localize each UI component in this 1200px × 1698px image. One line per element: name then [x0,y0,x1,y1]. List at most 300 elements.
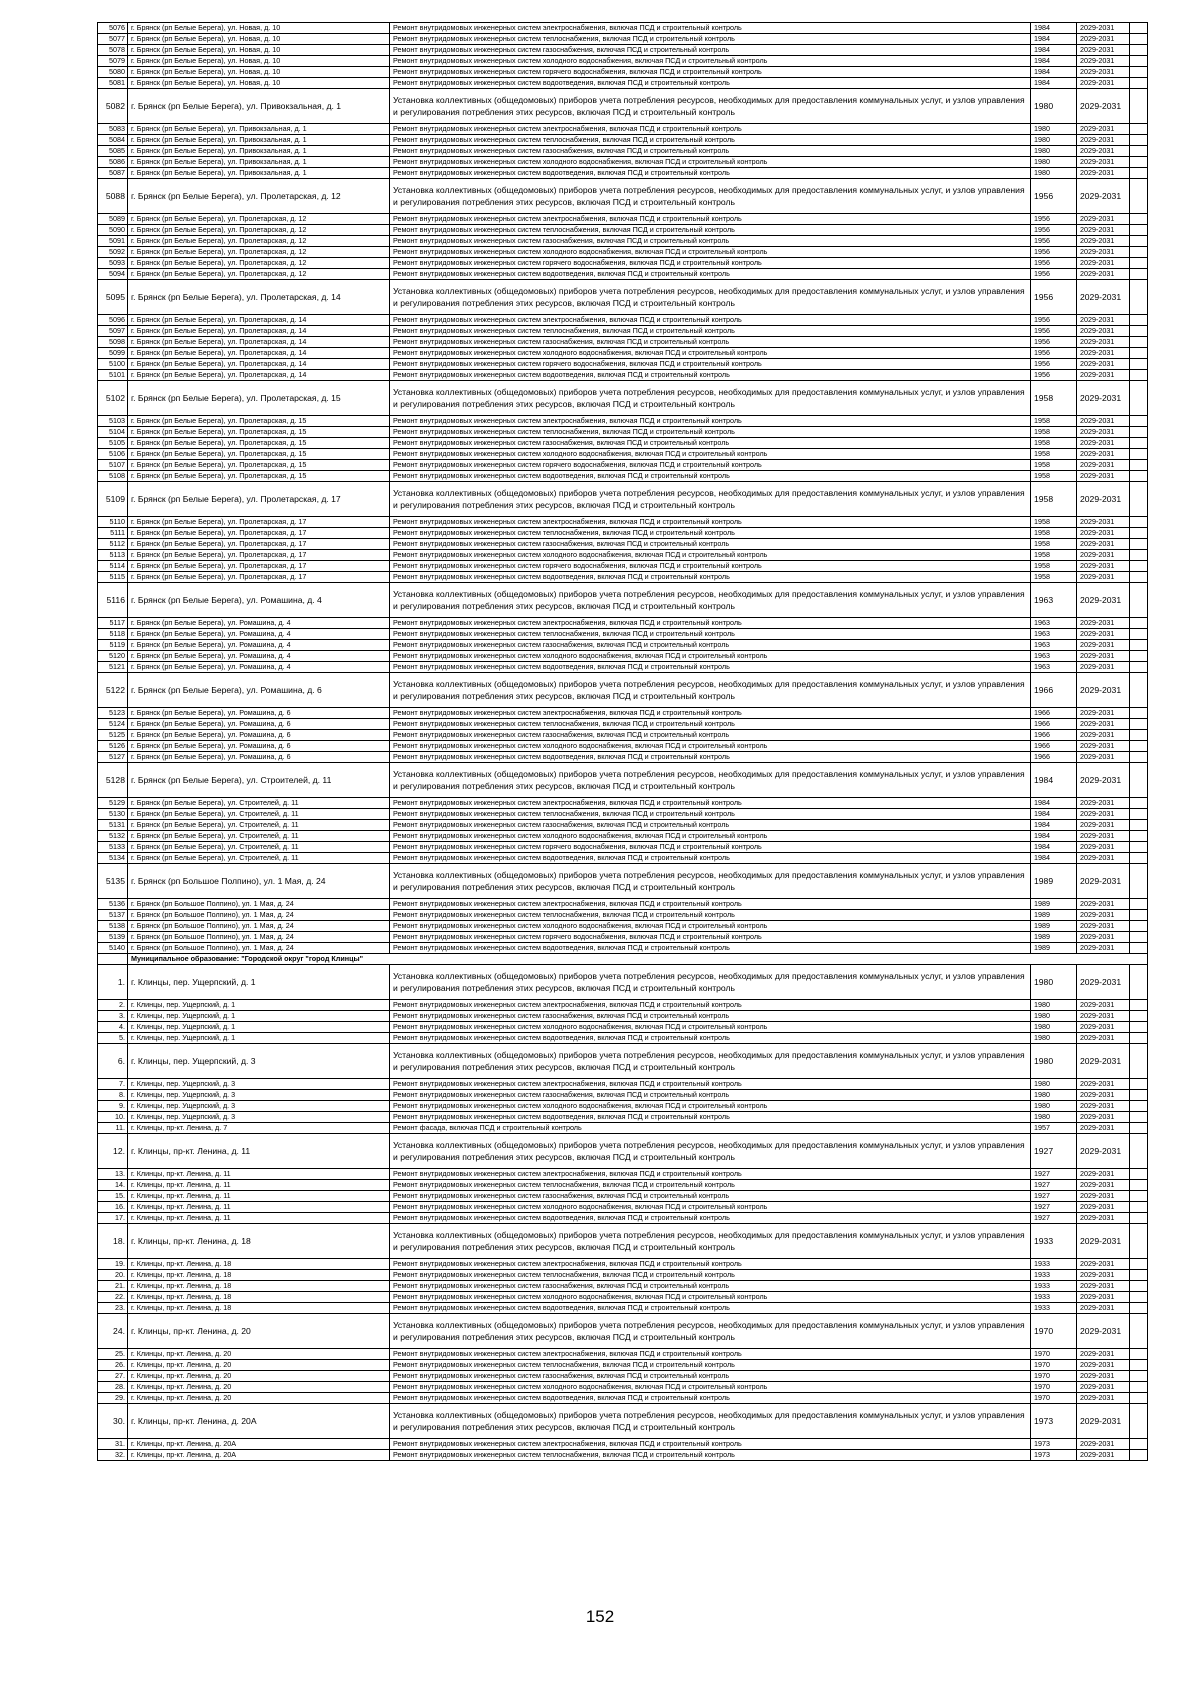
row-work-type: Ремонт фасада, включая ПСД и строительный контроль [390,1123,1031,1134]
row-year: 1966 [1031,719,1077,730]
row-period: 2029-2031 [1077,1303,1130,1314]
row-address: г. Брянск (рп Большое Полпино), ул. 1 Мая, д. 24 [128,910,390,921]
row-work-type: Ремонт внутридомовых инженерных систем электроснабжения, включая ПСД и строительный контроль [390,1439,1031,1450]
table-row [98,45,1148,56]
row-work-type: Ремонт внутридомовых инженерных систем горячего водоснабжения, включая ПСД и строительный контроль [390,67,1031,78]
row-work-type: Ремонт внутридомовых инженерных систем холодного водоснабжения, включая ПСД и строительный контроль [390,157,1031,168]
row-address: г. Брянск (рп Белые Берега), ул. Пролетарская, д. 17 [128,539,390,550]
row-number: 5116 [98,583,128,618]
row-work-type: Ремонт внутридомовых инженерных систем электроснабжения, включая ПСД и строительный контроль [390,1000,1031,1011]
row-number: 3. [98,1011,128,1022]
table-row [98,482,1148,517]
row-year: 1980 [1031,1090,1077,1101]
row-number: 5126 [98,741,128,752]
row-work-type: Ремонт внутридомовых инженерных систем газоснабжения, включая ПСД и строительный контроль [390,45,1031,56]
row-year: 1927 [1031,1180,1077,1191]
row-number: 5114 [98,561,128,572]
row-year: 1980 [1031,157,1077,168]
row-work-type: Ремонт внутридомовых инженерных систем газоснабжения, включая ПСД и строительный контроль [390,640,1031,651]
row-empty-cell [1130,550,1148,561]
row-address: г. Клинцы, пер. Ущерпский, д. 3 [128,1101,390,1112]
table-row [98,269,1148,280]
row-year: 1956 [1031,225,1077,236]
row-number: 5. [98,1033,128,1044]
row-work-type: Ремонт внутридомовых инженерных систем водоотведения, включая ПСД и строительный контроль [390,1393,1031,1404]
row-work-type: Установка коллективных (общедомовых) приборов учета потребления ресурсов, необходимых для предоставления коммунальных услуг, и узлов управления и регулирования потребления этих ресурсов, включая ПСД и строительный контроль [390,482,1031,517]
row-period: 2029-2031 [1077,719,1130,730]
row-number: 5106 [98,449,128,460]
row-work-type: Ремонт внутридомовых инженерных систем водоотведения, включая ПСД и строительный контроль [390,1033,1031,1044]
row-period: 2029-2031 [1077,528,1130,539]
row-period: 2029-2031 [1077,1180,1130,1191]
row-work-type: Установка коллективных (общедомовых) приборов учета потребления ресурсов, необходимых для предоставления коммунальных услуг, и узлов управления и регулирования потребления этих ресурсов, включая ПСД и строительный контроль [390,1044,1031,1079]
row-number: 5129 [98,798,128,809]
capital-repair-table [97,22,1148,1461]
table-row [98,662,1148,673]
row-address: г. Брянск (рп Большое Полпино), ул. 1 Мая, д. 24 [128,943,390,954]
table-row [98,1393,1148,1404]
row-address: г. Брянск (рп Белые Берега), ул. Пролетарская, д. 14 [128,280,390,315]
row-period: 2029-2031 [1077,269,1130,280]
table-row [98,146,1148,157]
row-empty-cell [1130,1033,1148,1044]
row-year: 1980 [1031,89,1077,124]
row-work-type: Ремонт внутридомовых инженерных систем теплоснабжения, включая ПСД и строительный контроль [390,135,1031,146]
row-period: 2029-2031 [1077,280,1130,315]
row-year: 1980 [1031,1079,1077,1090]
row-address: г. Клинцы, пр-кт. Ленина, д. 20 [128,1393,390,1404]
row-number: 5111 [98,528,128,539]
row-number: 21. [98,1281,128,1292]
row-empty-cell [1130,662,1148,673]
table-row [98,1292,1148,1303]
row-work-type: Ремонт внутридомовых инженерных систем холодного водоснабжения, включая ПСД и строительный контроль [390,921,1031,932]
row-work-type: Ремонт внутридомовых инженерных систем газоснабжения, включая ПСД и строительный контроль [390,730,1031,741]
row-address: г. Клинцы, пр-кт. Ленина, д. 20А [128,1404,390,1439]
row-period: 2029-2031 [1077,225,1130,236]
row-work-type: Установка коллективных (общедомовых) приборов учета потребления ресурсов, необходимых для предоставления коммунальных услуг, и узлов управления и регулирования потребления этих ресурсов, включая ПСД и строительный контроль [390,1404,1031,1439]
row-number: 5095 [98,280,128,315]
row-number: 5139 [98,932,128,943]
row-period: 2029-2031 [1077,381,1130,416]
row-period: 2029-2031 [1077,1259,1130,1270]
row-number: 14. [98,1180,128,1191]
row-address: г. Брянск (рп Белые Берега), ул. Пролетарская, д. 12 [128,269,390,280]
row-year: 1984 [1031,842,1077,853]
row-year: 1963 [1031,618,1077,629]
row-year: 1984 [1031,34,1077,45]
row-work-type: Ремонт внутридомовых инженерных систем теплоснабжения, включая ПСД и строительный контроль [390,1180,1031,1191]
row-year: 1956 [1031,337,1077,348]
row-number: 5093 [98,258,128,269]
row-work-type: Ремонт внутридомовых инженерных систем газоснабжения, включая ПСД и строительный контроль [390,539,1031,550]
row-empty-cell [1130,921,1148,932]
row-work-type: Ремонт внутридомовых инженерных систем холодного водоснабжения, включая ПСД и строительный контроль [390,449,1031,460]
row-empty-cell [1130,853,1148,864]
row-period: 2029-2031 [1077,1022,1130,1033]
row-empty-cell [1130,1213,1148,1224]
row-year: 1933 [1031,1303,1077,1314]
table-row [98,449,1148,460]
row-year: 1970 [1031,1314,1077,1349]
row-empty-cell [1130,673,1148,708]
row-empty-cell [1130,337,1148,348]
row-address: г. Брянск (рп Белые Берега), ул. Ромашина, д. 6 [128,719,390,730]
row-year: 1980 [1031,1011,1077,1022]
row-number: 15. [98,1191,128,1202]
table-row [98,438,1148,449]
row-number: 5127 [98,752,128,763]
row-number: 25. [98,1349,128,1360]
row-work-type: Ремонт внутридомовых инженерных систем электроснабжения, включая ПСД и строительный контроль [390,798,1031,809]
row-work-type: Ремонт внутридомовых инженерных систем холодного водоснабжения, включая ПСД и строительный контроль [390,831,1031,842]
row-work-type: Установка коллективных (общедомовых) приборов учета потребления ресурсов, необходимых для предоставления коммунальных услуг, и узлов управления и регулирования потребления этих ресурсов, включая ПСД и строительный контроль [390,280,1031,315]
row-year: 1933 [1031,1270,1077,1281]
row-number: 5086 [98,157,128,168]
row-work-type: Ремонт внутридомовых инженерных систем электроснабжения, включая ПСД и строительный контроль [390,315,1031,326]
row-year: 1956 [1031,326,1077,337]
table-row [98,359,1148,370]
row-year: 1958 [1031,438,1077,449]
row-work-type: Ремонт внутридомовых инженерных систем газоснабжения, включая ПСД и строительный контроль [390,146,1031,157]
row-work-type: Ремонт внутридомовых инженерных систем водоотведения, включая ПСД и строительный контроль [390,370,1031,381]
row-year: 1984 [1031,67,1077,78]
row-address: г. Клинцы, пр-кт. Ленина, д. 11 [128,1191,390,1202]
row-work-type: Ремонт внутридомовых инженерных систем газоснабжения, включая ПСД и строительный контроль [390,1011,1031,1022]
row-work-type: Ремонт внутридомовых инженерных систем холодного водоснабжения, включая ПСД и строительный контроль [390,348,1031,359]
row-address: г. Брянск (рп Белые Берега), ул. Пролетарская, д. 14 [128,348,390,359]
row-address: г. Брянск (рп Белые Берега), ул. Ромашина, д. 6 [128,741,390,752]
row-year: 1963 [1031,583,1077,618]
row-address: г. Брянск (рп Белые Берега), ул. Новая, д. 10 [128,34,390,45]
table-row [98,326,1148,337]
row-number: 12. [98,1134,128,1169]
row-period: 2029-2031 [1077,78,1130,89]
row-work-type: Ремонт внутридомовых инженерных систем холодного водоснабжения, включая ПСД и строительный контроль [390,56,1031,67]
row-period: 2029-2031 [1077,1404,1130,1439]
row-year: 1984 [1031,56,1077,67]
row-number: 30. [98,1404,128,1439]
row-empty-cell [1130,214,1148,225]
table-row [98,1022,1148,1033]
row-year: 1989 [1031,921,1077,932]
row-empty-cell [1130,539,1148,550]
row-number: 5083 [98,124,128,135]
table-row [98,932,1148,943]
row-address: г. Клинцы, пер. Ущерпский, д. 1 [128,1022,390,1033]
row-work-type: Ремонт внутридомовых инженерных систем теплоснабжения, включая ПСД и строительный контроль [390,910,1031,921]
row-address: г. Брянск (рп Белые Берега), ул. Привокзальная, д. 1 [128,89,390,124]
row-work-type: Ремонт внутридомовых инженерных систем холодного водоснабжения, включая ПСД и строительный контроль [390,1382,1031,1393]
row-work-type: Ремонт внутридомовых инженерных систем теплоснабжения, включая ПСД и строительный контроль [390,1270,1031,1281]
row-empty-cell [1130,1349,1148,1360]
row-empty-cell [1130,719,1148,730]
row-number: 5119 [98,640,128,651]
row-period: 2029-2031 [1077,763,1130,798]
table-row [98,550,1148,561]
row-empty-cell [1130,651,1148,662]
row-period: 2029-2031 [1077,809,1130,820]
section-spacer [98,954,128,965]
row-period: 2029-2031 [1077,965,1130,1000]
row-work-type: Установка коллективных (общедомовых) приборов учета потребления ресурсов, необходимых для предоставления коммунальных услуг, и узлов управления и регулирования потребления этих ресурсов, включая ПСД и строительный контроль [390,1314,1031,1349]
row-period: 2029-2031 [1077,1439,1130,1450]
row-work-type: Ремонт внутридомовых инженерных систем холодного водоснабжения, включая ПСД и строительный контроль [390,741,1031,752]
row-address: г. Брянск (рп Белые Берега), ул. Новая, д. 10 [128,78,390,89]
row-number: 32. [98,1450,128,1461]
row-work-type: Ремонт внутридомовых инженерных систем теплоснабжения, включая ПСД и строительный контроль [390,225,1031,236]
row-work-type: Ремонт внутридомовых инженерных систем теплоснабжения, включая ПСД и строительный контроль [390,629,1031,640]
row-address: г. Брянск (рп Белые Берега), ул. Привокзальная, д. 1 [128,146,390,157]
row-period: 2029-2031 [1077,640,1130,651]
row-work-type: Ремонт внутридомовых инженерных систем электроснабжения, включая ПСД и строительный контроль [390,214,1031,225]
table-row [98,471,1148,482]
table-row [98,842,1148,853]
row-year: 1958 [1031,572,1077,583]
row-work-type: Ремонт внутридомовых инженерных систем теплоснабжения, включая ПСД и строительный контроль [390,326,1031,337]
row-number: 5087 [98,168,128,179]
row-work-type: Ремонт внутридомовых инженерных систем электроснабжения, включая ПСД и строительный контроль [390,517,1031,528]
table-row [98,583,1148,618]
row-period: 2029-2031 [1077,135,1130,146]
row-work-type: Ремонт внутридомовых инженерных систем газоснабжения, включая ПСД и строительный контроль [390,438,1031,449]
table-row [98,921,1148,932]
row-address: г. Брянск (рп Белые Берега), ул. Ромашина, д. 4 [128,651,390,662]
row-address: г. Клинцы, пер. Ущерпский, д. 1 [128,1000,390,1011]
row-empty-cell [1130,56,1148,67]
row-work-type: Ремонт внутридомовых инженерных систем электроснабжения, включая ПСД и строительный контроль [390,1349,1031,1360]
table-row [98,763,1148,798]
row-empty-cell [1130,899,1148,910]
row-empty-cell [1130,370,1148,381]
row-year: 1984 [1031,831,1077,842]
row-year: 1957 [1031,1123,1077,1134]
row-number: 5078 [98,45,128,56]
row-address: г. Клинцы, пр-кт. Ленина, д. 20 [128,1314,390,1349]
row-work-type: Ремонт внутридомовых инженерных систем газоснабжения, включая ПСД и строительный контроль [390,337,1031,348]
row-work-type: Ремонт внутридомовых инженерных систем газоснабжения, включая ПСД и строительный контроль [390,1191,1031,1202]
row-empty-cell [1130,315,1148,326]
row-number: 20. [98,1270,128,1281]
row-empty-cell [1130,1180,1148,1191]
row-year: 1956 [1031,280,1077,315]
row-number: 5137 [98,910,128,921]
row-address: г. Брянск (рп Белые Берега), ул. Пролетарская, д. 12 [128,225,390,236]
table-row [98,572,1148,583]
row-year: 1958 [1031,482,1077,517]
row-year: 1984 [1031,78,1077,89]
row-number: 5125 [98,730,128,741]
row-period: 2029-2031 [1077,1090,1130,1101]
row-number: 13. [98,1169,128,1180]
row-period: 2029-2031 [1077,179,1130,214]
row-number: 28. [98,1382,128,1393]
row-address: г. Брянск (рп Белые Берега), ул. Привокзальная, д. 1 [128,168,390,179]
table-row [98,1033,1148,1044]
row-period: 2029-2031 [1077,662,1130,673]
row-year: 1984 [1031,853,1077,864]
row-period: 2029-2031 [1077,1202,1130,1213]
row-empty-cell [1130,23,1148,34]
row-address: г. Брянск (рп Белые Берега), ул. Привокзальная, д. 1 [128,157,390,168]
row-number: 5120 [98,651,128,662]
table-row [98,528,1148,539]
row-address: г. Клинцы, пр-кт. Ленина, д. 11 [128,1180,390,1191]
row-period: 2029-2031 [1077,326,1130,337]
row-year: 1933 [1031,1281,1077,1292]
row-period: 2029-2031 [1077,416,1130,427]
row-year: 1956 [1031,348,1077,359]
row-work-type: Ремонт внутридомовых инженерных систем электроснабжения, включая ПСД и строительный контроль [390,618,1031,629]
row-year: 1970 [1031,1360,1077,1371]
row-number: 5085 [98,146,128,157]
row-year: 1956 [1031,214,1077,225]
row-empty-cell [1130,269,1148,280]
row-empty-cell [1130,135,1148,146]
row-address: г. Брянск (рп Белые Берега), ул. Пролетарская, д. 15 [128,471,390,482]
row-year: 1970 [1031,1371,1077,1382]
row-number: 5115 [98,572,128,583]
table-row [98,1180,1148,1191]
row-year: 1980 [1031,1101,1077,1112]
row-number: 5088 [98,179,128,214]
row-period: 2029-2031 [1077,482,1130,517]
row-year: 1958 [1031,517,1077,528]
row-period: 2029-2031 [1077,34,1130,45]
row-number: 27. [98,1371,128,1382]
row-period: 2029-2031 [1077,1314,1130,1349]
table-row [98,629,1148,640]
row-address: г. Брянск (рп Большое Полпино), ул. 1 Мая, д. 24 [128,899,390,910]
row-year: 1927 [1031,1134,1077,1169]
row-period: 2029-2031 [1077,56,1130,67]
row-address: г. Клинцы, пр-кт. Ленина, д. 11 [128,1169,390,1180]
section-row [98,954,1148,965]
row-empty-cell [1130,34,1148,45]
row-empty-cell [1130,1000,1148,1011]
row-work-type: Установка коллективных (общедомовых) приборов учета потребления ресурсов, необходимых для предоставления коммунальных услуг, и узлов управления и регулирования потребления этих ресурсов, включая ПСД и строительный контроль [390,1224,1031,1259]
row-period: 2029-2031 [1077,629,1130,640]
row-work-type: Установка коллективных (общедомовых) приборов учета потребления ресурсов, необходимых для предоставления коммунальных услуг, и узлов управления и регулирования потребления этих ресурсов, включая ПСД и строительный контроль [390,179,1031,214]
row-year: 1984 [1031,45,1077,56]
row-address: г. Брянск (рп Белые Берега), ул. Пролетарская, д. 14 [128,315,390,326]
row-number: 2. [98,1000,128,1011]
row-address: г. Клинцы, пр-кт. Ленина, д. 18 [128,1259,390,1270]
table-row [98,1314,1148,1349]
row-work-type: Ремонт внутридомовых инженерных систем газоснабжения, включая ПСД и строительный контроль [390,236,1031,247]
row-work-type: Ремонт внутридомовых инженерных систем электроснабжения, включая ПСД и строительный контроль [390,708,1031,719]
row-empty-cell [1130,798,1148,809]
table-row [98,337,1148,348]
row-period: 2029-2031 [1077,798,1130,809]
table-row [98,1044,1148,1079]
row-address: г. Брянск (рп Белые Берега), ул. Ромашина, д. 6 [128,708,390,719]
row-work-type: Ремонт внутридомовых инженерных систем газоснабжения, включая ПСД и строительный контроль [390,1090,1031,1101]
row-period: 2029-2031 [1077,45,1130,56]
row-work-type: Установка коллективных (общедомовых) приборов учета потребления ресурсов, необходимых для предоставления коммунальных услуг, и узлов управления и регулирования потребления этих ресурсов, включая ПСД и строительный контроль [390,381,1031,416]
table-row [98,809,1148,820]
row-period: 2029-2031 [1077,910,1130,921]
row-year: 1989 [1031,910,1077,921]
row-period: 2029-2031 [1077,1134,1130,1169]
row-year: 1980 [1031,1022,1077,1033]
row-address: г. Клинцы, пр-кт. Ленина, д. 20А [128,1450,390,1461]
row-address: г. Брянск (рп Белые Берега), ул. Пролетарская, д. 15 [128,416,390,427]
row-period: 2029-2031 [1077,1112,1130,1123]
row-empty-cell [1130,1292,1148,1303]
row-work-type: Ремонт внутридомовых инженерных систем теплоснабжения, включая ПСД и строительный контроль [390,809,1031,820]
row-address: г. Клинцы, пер. Ущерпский, д. 1 [128,1033,390,1044]
row-number: 5102 [98,381,128,416]
table-row [98,381,1148,416]
row-empty-cell [1130,438,1148,449]
row-number: 8. [98,1090,128,1101]
row-empty-cell [1130,1439,1148,1450]
page-number: 152 [585,1607,615,1626]
row-year: 1980 [1031,965,1077,1000]
row-work-type: Установка коллективных (общедомовых) приборов учета потребления ресурсов, необходимых для предоставления коммунальных услуг, и узлов управления и регулирования потребления этих ресурсов, включая ПСД и строительный контроль [390,864,1031,899]
table-row [98,1281,1148,1292]
row-year: 1989 [1031,899,1077,910]
row-year: 1927 [1031,1169,1077,1180]
table-row [98,56,1148,67]
row-period: 2029-2031 [1077,730,1130,741]
row-address: г. Брянск (рп Белые Берега), ул. Пролетарская, д. 12 [128,214,390,225]
row-year: 1933 [1031,1259,1077,1270]
row-empty-cell [1130,741,1148,752]
row-empty-cell [1130,1450,1148,1461]
row-year: 1980 [1031,1000,1077,1011]
row-number: 5136 [98,899,128,910]
row-period: 2029-2031 [1077,539,1130,550]
row-work-type: Установка коллективных (общедомовых) приборов учета потребления ресурсов, необходимых для предоставления коммунальных услуг, и узлов управления и регулирования потребления этих ресурсов, включая ПСД и строительный контроль [390,673,1031,708]
table-row [98,1169,1148,1180]
row-empty-cell [1130,381,1148,416]
row-empty-cell [1130,449,1148,460]
row-address: г. Брянск (рп Белые Берега), ул. Пролетарская, д. 17 [128,517,390,528]
row-year: 1956 [1031,236,1077,247]
row-number: 5097 [98,326,128,337]
row-period: 2029-2031 [1077,741,1130,752]
row-period: 2029-2031 [1077,708,1130,719]
row-address: г. Брянск (рп Белые Берега), ул. Новая, д. 10 [128,56,390,67]
row-period: 2029-2031 [1077,517,1130,528]
row-address: г. Брянск (рп Белые Берега), ул. Новая, д. 10 [128,67,390,78]
row-address: г. Брянск (рп Белые Берега), ул. Строителей, д. 11 [128,831,390,842]
row-work-type: Установка коллективных (общедомовых) приборов учета потребления ресурсов, необходимых для предоставления коммунальных услуг, и узлов управления и регулирования потребления этих ресурсов, включая ПСД и строительный контроль [390,763,1031,798]
row-address: г. Клинцы, пер. Ущерпский, д. 3 [128,1044,390,1079]
row-empty-cell [1130,583,1148,618]
row-address: г. Брянск (рп Белые Берега), ул. Ромашина, д. 6 [128,673,390,708]
row-address: г. Брянск (рп Белые Берега), ул. Новая, д. 10 [128,23,390,34]
row-empty-cell [1130,1191,1148,1202]
table-row [98,899,1148,910]
row-period: 2029-2031 [1077,1382,1130,1393]
table-row [98,1090,1148,1101]
row-address: г. Клинцы, пер. Ущерпский, д. 3 [128,1112,390,1123]
row-address: г. Брянск (рп Белые Берега), ул. Пролетарская, д. 17 [128,572,390,583]
row-period: 2029-2031 [1077,1123,1130,1134]
row-number: 5096 [98,315,128,326]
row-address: г. Клинцы, пр-кт. Ленина, д. 11 [128,1134,390,1169]
table-row [98,1191,1148,1202]
table-row [98,427,1148,438]
row-number: 1. [98,965,128,1000]
row-address: г. Брянск (рп Большое Полпино), ул. 1 Мая, д. 24 [128,864,390,899]
row-address: г. Брянск (рп Белые Берега), ул. Новая, д. 10 [128,45,390,56]
row-empty-cell [1130,1202,1148,1213]
table-row [98,1011,1148,1022]
